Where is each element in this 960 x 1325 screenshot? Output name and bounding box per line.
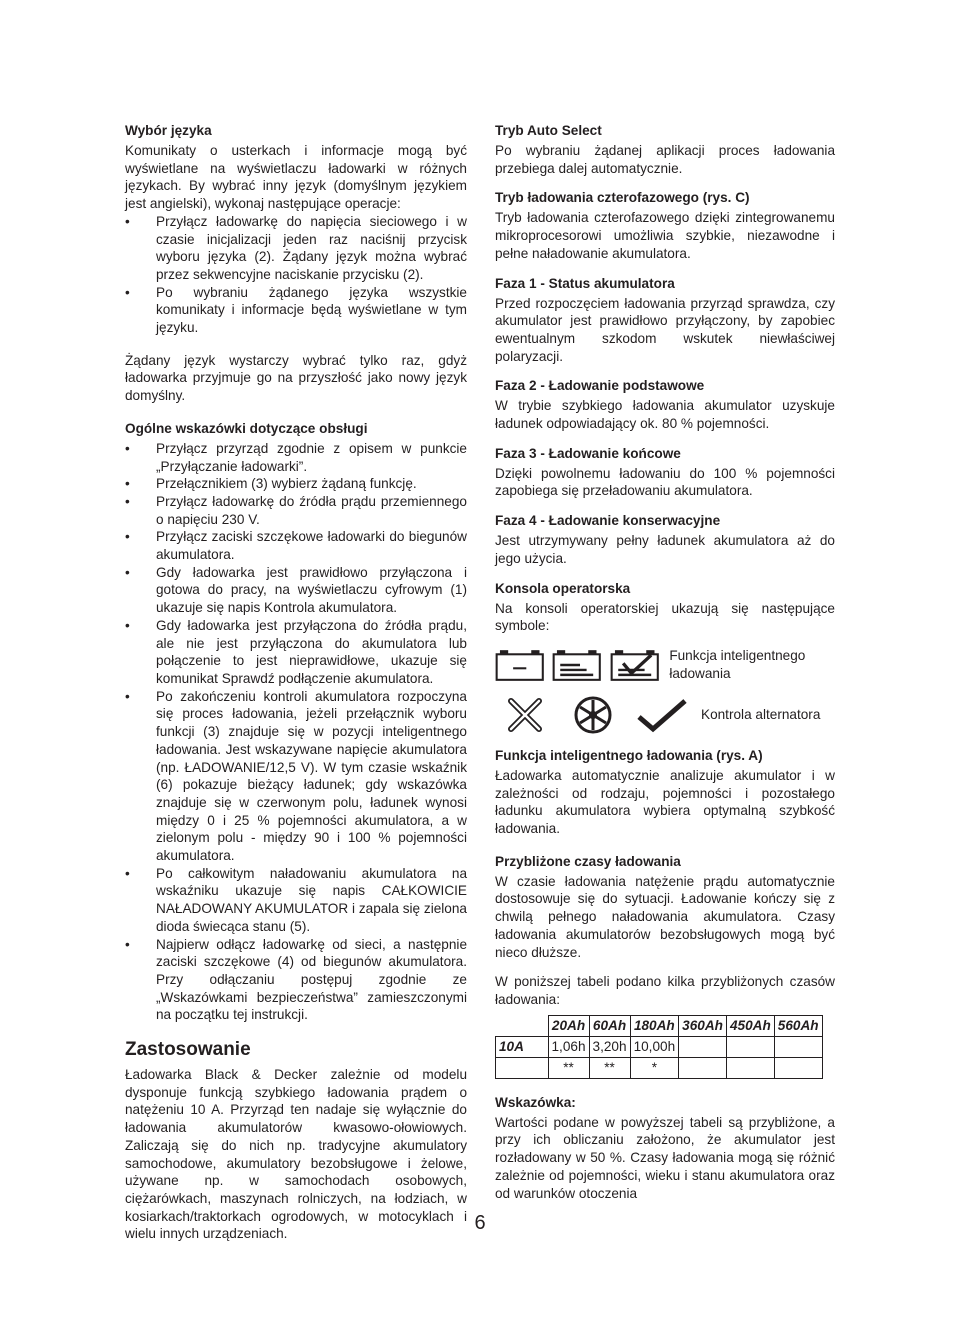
table-cell [774,1036,822,1057]
table-header-cell: 560Ah [774,1015,822,1036]
auto-select-heading: Tryb Auto Select [495,123,602,138]
battery-level-icon [552,645,601,685]
table-row [496,1036,823,1057]
phase1-text: Przed rozpoczęciem ładowania przyrząd sprawdza, czy akumulator jest prawidłowo przyłączony, by zapobiec ewentualnym szkodom wskutek niewłaściwej polaryzacji. [495,295,835,364]
general-bullets [125,440,467,1024]
battery-icon [495,645,544,685]
smart-text: Ładowarka automatycznie analizuje akumulator i w zależności od rodzaju, pojemności i pozostałego ładunku akumulatora wybiera optymalną szybkość ładowania. [495,767,835,837]
phase2-text: W trybie szybkiego ładowania akumulator uzyskuje ładunek odpowiadający ok. 80 % pojemności. [495,398,835,432]
table-cell [679,1057,727,1078]
phase2-heading: Faza 2 - Ładowanie podstawowe [495,378,705,394]
table-cell [496,1057,549,1078]
left-column [125,122,467,1243]
usage-heading: Zastosowanie [125,1039,251,1061]
list-item: • Przełącznikiem (3) wybierz żądaną funkcję. [125,475,467,493]
phase4-heading: Faza 4 - Ładowanie konserwacyjne [495,513,721,529]
lang-intro: Komunikaty o usterkach i informacje mogą być wyświetlane na wyświetlaczu ładowarki w różnych językach. By wybrać inny język (domyślnym językiem jest angielski), wykonaj następujące operacje: [125,143,467,212]
general-heading: Ogólne wskazówki dotyczące obsługi [125,420,368,436]
symbol-row-alternator [495,695,835,735]
table-header-row [496,1015,823,1036]
four-phase-heading: Tryb ładowania czterofazowego (rys. C) [495,190,750,206]
symbol-label-alternator: Kontrola alternatora [701,707,821,723]
auto-select-text: Po wybraniu żądanej aplikacji proces ładowania przebiega dalej automatycznie. [495,143,835,176]
checkmark-icon [631,695,691,735]
phase1-heading: Faza 1 - Status akumulatora [495,275,675,291]
charging-times-table [495,1015,823,1079]
table-header-cell: 60Ah [589,1015,630,1036]
cross-icon [495,695,555,735]
list-item: • Przyłącz zaciski szczękowe ładowarki do biegunów akumulatora. [125,528,467,563]
table-cell: 10,00h [630,1036,679,1057]
table-header-cell: 20Ah [548,1015,589,1036]
four-phase-text: Tryb ładowania czterofazowego dzięki zintegrowanemu mikroprocesorowi umożliwia szybkie, niezawodne i pełne naładowanie akumulatora. [495,210,835,261]
table-header-cell: 180Ah [630,1015,679,1036]
hint-text: Wartości podane w powyższej tabeli są przybliżone, a przy ich obliczaniu założono, że akumulator jest rozładowany w 50 %. Czasy ładowania mogą się różnić zależnie od pojemności, wieku i stanu akumulatora oraz od warunków otoczenia [495,1114,835,1201]
times-text: W czasie ładowania natężenie prądu automatycznie dostosowuje się do sytuacji. Ładowanie kończy się z chwilą pełnego naładowania akumulatora. Czasy ładowania akumulatorów bezobsługowych mogą być nieco dłuższe. [495,873,835,960]
table-cell [726,1057,774,1078]
smart-heading: Funkcja inteligentnego ładowania (rys. A) [495,747,763,763]
phase3-heading: Faza 3 - Ładowanie końcowe [495,445,681,461]
table-cell: 3,20h [589,1036,630,1057]
lang-heading: Wybór języka [125,123,212,138]
list-item: • Po wybraniu żądanego języka wszystkie komunikaty i informacje będą wyświetlane w tym języku. [125,284,467,337]
symbol-label-smart: Funkcja inteligentnego ładowania [669,648,806,681]
table-corner-cell [496,1015,549,1036]
table-header-cell: 450Ah [726,1015,774,1036]
times-heading: Przybliżone czasy ładowania [495,853,681,869]
lang-bullets [125,213,467,337]
table-intro: W poniższej tabeli podano kilka przybliżonych czasów ładowania: [495,974,835,1007]
table-cell [679,1036,727,1057]
right-column [495,122,835,1202]
list-item: • Przyłącz ładowarkę do źródła prądu przemiennego o napięciu 230 V. [125,493,467,528]
usage-text: Ładowarka Black & Decker zależnie od modelu dysponuje funkcją szybkiego ładowania prądem o natężeniu 10 A. Przyrząd ten nadaje się wyłącznie do ładowania akumulatorów kwasowo-ołowiowych. Zaliczają się do nich np. tradycyjne akumulatory samochodowe, akumulatory bezobsługowe i żelowe, używane np. w samochodach osobowych, ciężarówkach, maszynach rolniczych, na łodziach, w kosiarkach/traktorkach ogrodowych, w motocyklach i wielu innych urządzeniach. [125,1067,467,1242]
table-cell: * [630,1057,679,1078]
table-cell: ** [548,1057,589,1078]
list-item: • Po zakończeniu kontroli akumulatora rozpoczyna się proces ładowania, jeżeli przełącznik wyboru funkcji (3) znajduje się w pozycji inteligentnego ładowania. Jest wskazywane napięcie akumulatora (np. ŁADOWANIE/12,5 V). W tym czasie wskaźnik (6) pokazuje bieżący ładunek; gdy wskazówka znajduje się w czerwonym polu, ładunek wynosi między 0 i 25 % pojemności akumulatora, a w zielonym polu - między 90 i 100 % pojemności akumulatora. [125,688,467,865]
fan-icon [563,695,623,735]
list-item: • Gdy ładowarka jest przyłączona do źródła prądu, ale nie jest przyłączona do akumulatora lub połączenie to jest nieprawidłowe, ukazuje się komunikat Sprawdź podłączenie akumulatora. [125,617,467,688]
table-cell [774,1057,822,1078]
phase4-text: Jest utrzymywany pełny ładunek akumulatora aż do jego użycia. [495,533,835,566]
table-header-cell: 360Ah [679,1015,727,1036]
console-heading: Konsola operatorska [495,580,631,596]
symbol-row-smart [495,645,835,685]
lang-note: Żądany język wystarczy wybrać tylko raz, gdyż ładowarka przyjmuje go na przyszłość jako nowy język domyślny. [125,352,467,404]
console-text: Na konsoli operatorskiej ukazują się następujące symbole: [495,600,835,634]
battery-check-icon [610,645,659,685]
table-row [496,1057,823,1078]
table-cell [726,1036,774,1057]
list-item: • Gdy ładowarka jest prawidłowo przyłączona i gotowa do pracy, na wyświetlaczu cyfrowym (1) ukazuje się napis Kontrola akumulatora. [125,564,467,617]
list-item: • Przyłącz przyrząd zgodnie z opisem w punkcie „Przyłączanie ładowarki”. [125,440,467,475]
phase3-text: Dzięki powolnemu ładowaniu do 100 % pojemności zapobiega się przeładowaniu akumulatora. [495,465,835,499]
list-item: • Przyłącz ładowarkę do napięcia sieciowego i w czasie inicjalizacji jeden raz naciśnij przycisk wyboru języka (2). Żądany język można wybrać przez sekwencyjne naciskanie przycisku (2). [125,213,467,284]
list-item: • Najpierw odłącz ładowarkę od sieci, a następnie zaciski szczękowe (4) od biegunów akumulatora. Przy odłączaniu postępuj zgodnie ze „Wskazówkami bezpieczeństwa” zamieszczonymi na początku tej instrukcji. [125,936,467,1025]
table-row-label: 10A [496,1036,549,1057]
console-symbols [495,645,835,735]
list-item: • Po całkowitym naładowaniu akumulatora na wskaźniku ukazuje się napis CAŁKOWICIE NAŁADOWANY AKUMULATOR i zapala się zielona dioda świecąca stanu (5). [125,865,467,936]
table-cell: ** [589,1057,630,1078]
page-number: 6 [474,1212,486,1234]
table-cell: 1,06h [548,1036,589,1057]
hint-heading: Wskazówka: [495,1094,576,1110]
